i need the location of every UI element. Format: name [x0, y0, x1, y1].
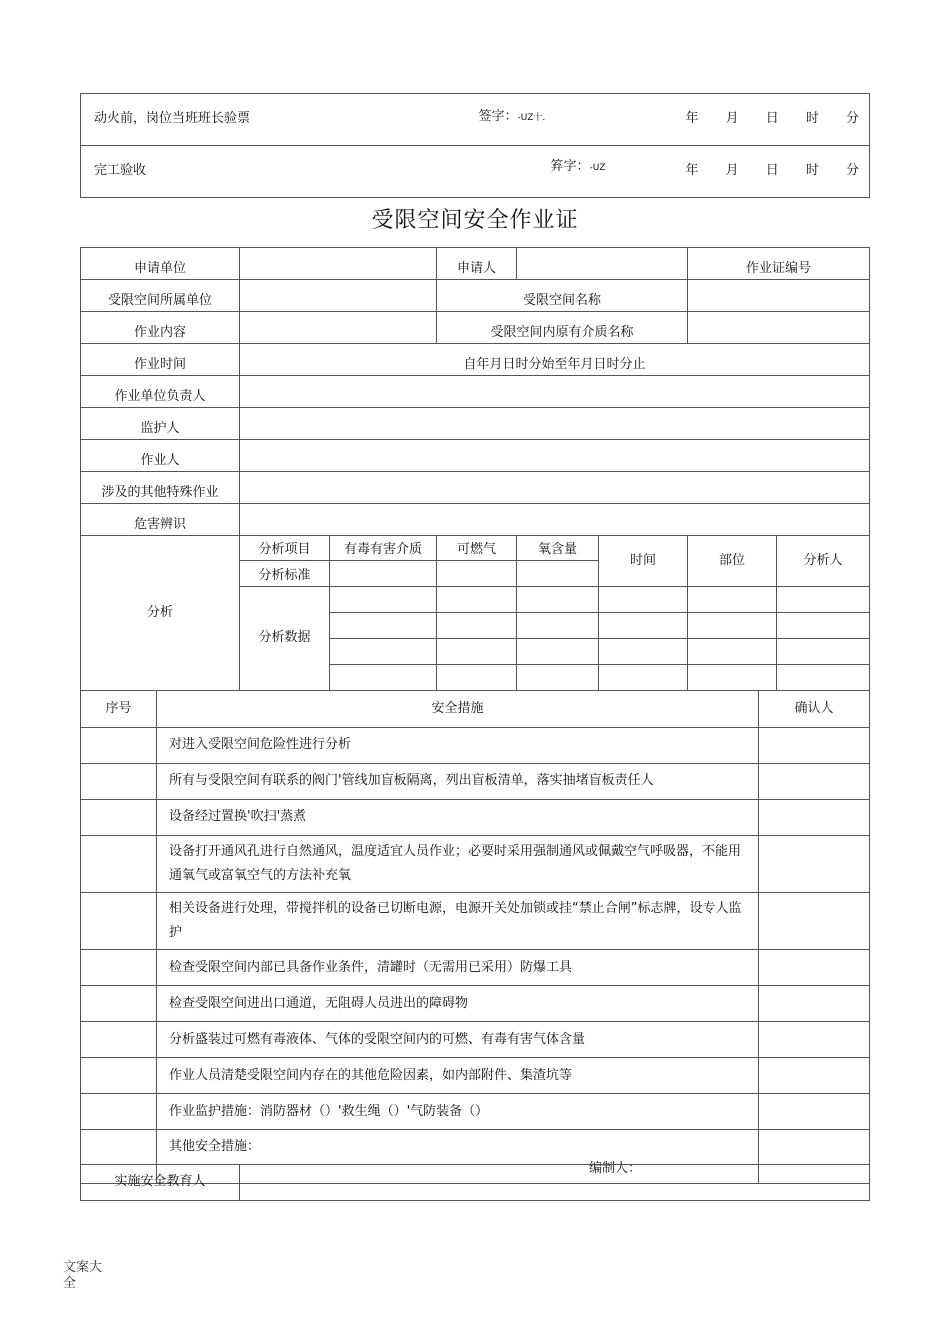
analysis-cell[interactable]: [330, 561, 437, 587]
date-fields: 年 月 日 时 分: [666, 94, 870, 146]
measure-item: 作业监护措施：消防器材（）'救生绳（）'气防装备（）: [157, 1094, 759, 1130]
guardian-label: 监护人: [81, 408, 240, 440]
combustible-header: 可燃气: [437, 536, 517, 561]
analysis-cell[interactable]: [777, 639, 870, 665]
analysis-cell[interactable]: [688, 665, 777, 691]
analysis-cell[interactable]: [777, 665, 870, 691]
seq-cell[interactable]: [81, 836, 157, 893]
analysis-cell[interactable]: [517, 665, 599, 691]
measure-item: 相关设备进行处理，带搅拌机的设备已切断电源，电源开关处加锁或挂“禁止合闸”标志牌，设专人监护: [157, 893, 759, 950]
educator-value[interactable]: [240, 1165, 870, 1201]
seq-cell[interactable]: [81, 764, 157, 800]
applicant-unit-label: 申请单位: [81, 248, 240, 280]
completion-label: 完工验收: [81, 146, 411, 198]
other-special-value[interactable]: [240, 472, 870, 504]
confirmer-cell[interactable]: [759, 893, 870, 950]
space-owner-value[interactable]: [240, 280, 437, 312]
analysis-cell[interactable]: [330, 639, 437, 665]
analyst-header: 分析人: [777, 536, 870, 587]
worker-value[interactable]: [240, 440, 870, 472]
other-special-label: 涉及的其他特殊作业: [81, 472, 240, 504]
analysis-cell[interactable]: [437, 665, 517, 691]
oxygen-header: 氧含量: [517, 536, 599, 561]
analysis-label: 分析: [81, 536, 240, 691]
space-name-label: 受限空间名称: [437, 280, 688, 312]
measure-item: 对进入受限空间危险性进行分析: [157, 728, 759, 764]
measures-header: 安全措施: [157, 691, 759, 728]
signature-label: 笲字：-UZ: [550, 159, 606, 174]
original-medium-label: 受限空间内原有介质名称: [437, 312, 688, 344]
analysis-cell[interactable]: [437, 639, 517, 665]
work-time-value[interactable]: 自年月日时分始至年月日时分止: [240, 344, 870, 376]
other-measures-label: 其他安全措施：: [169, 1139, 261, 1155]
space-name-value[interactable]: [688, 280, 870, 312]
measure-item: 作业人员清楚受限空间内存在的其他危险因素，如内部附件、集渣坑等: [157, 1058, 759, 1094]
unit-leader-label: 作业单位负责人: [81, 376, 240, 408]
seq-cell[interactable]: [81, 893, 157, 950]
analysis-cell[interactable]: [688, 639, 777, 665]
applicant-label: 申请人: [437, 248, 517, 280]
analysis-cell[interactable]: [599, 665, 688, 691]
analysis-cell[interactable]: [437, 561, 517, 587]
analysis-cell[interactable]: [517, 613, 599, 639]
space-owner-label: 受限空间所属单位: [81, 280, 240, 312]
confirmer-cell[interactable]: [759, 1094, 870, 1130]
measure-item: 所有与受限空间有联系的阀门'管线加盲板隔离，列出盲板清单，落实抽堵盲板责任人: [157, 764, 759, 800]
worker-label: 作业人: [81, 440, 240, 472]
work-content-value[interactable]: [240, 312, 437, 344]
analysis-cell[interactable]: [517, 587, 599, 613]
applicant-unit-value[interactable]: [240, 248, 437, 280]
analysis-cell[interactable]: [437, 613, 517, 639]
confirmer-cell[interactable]: [759, 1058, 870, 1094]
measure-item: 设备经过置换'吹扫'蒸煮: [157, 800, 759, 836]
permit-no-label: 作业证编号: [688, 248, 870, 280]
seq-cell[interactable]: [81, 1094, 157, 1130]
analysis-cell[interactable]: [330, 587, 437, 613]
page-title: 受限空间安全作业证: [371, 208, 579, 233]
work-time-label: 作业时间: [81, 344, 240, 376]
confirmer-cell[interactable]: [759, 764, 870, 800]
seq-header: 序号: [81, 691, 157, 728]
seq-cell[interactable]: [81, 1022, 157, 1058]
preheat-approval-label: 动火前，岗位当班班长验票: [81, 94, 411, 146]
analysis-cell[interactable]: [599, 639, 688, 665]
guardian-value[interactable]: [240, 408, 870, 440]
time-header: 时间: [599, 536, 688, 587]
hazard-label: 危害辨识: [81, 504, 240, 536]
confirmer-cell[interactable]: [759, 836, 870, 893]
seq-cell[interactable]: [81, 950, 157, 986]
analysis-cell[interactable]: [517, 561, 599, 587]
measure-item: 分析盛装过可燃有毒液体、气体的受限空间内的可燃、有毒有害气体含量: [157, 1022, 759, 1058]
confirmer-cell[interactable]: [759, 950, 870, 986]
hazard-value[interactable]: [240, 504, 870, 536]
analysis-cell[interactable]: [688, 613, 777, 639]
confirmer-cell[interactable]: [759, 986, 870, 1022]
measure-item: 设备打开通风孔进行自然通风，温度适宜人员作业；必要时采用强制通风或佩戴空气呼吸器，不能用通氧气或富氧空气的方法补充氧: [157, 836, 759, 893]
analysis-cell[interactable]: [599, 587, 688, 613]
location-header: 部位: [688, 536, 777, 587]
safety-measures-table: [80, 690, 870, 1184]
analysis-cell[interactable]: [330, 613, 437, 639]
applicant-value[interactable]: [517, 248, 688, 280]
educator-label: 实施安全教育人: [81, 1165, 240, 1201]
analysis-data-label: 分析数据: [240, 587, 330, 691]
education-table: [80, 1164, 870, 1201]
permit-info-table: [80, 247, 870, 691]
footer-text: 文案大全: [63, 1260, 103, 1291]
analysis-standard-label: 分析标准: [240, 561, 330, 587]
analysis-cell[interactable]: [599, 613, 688, 639]
analysis-cell[interactable]: [517, 639, 599, 665]
analysis-cell[interactable]: [777, 613, 870, 639]
editor-label: 编制人：: [588, 1161, 641, 1177]
work-content-label: 作业内容: [81, 312, 240, 344]
seq-cell[interactable]: [81, 1058, 157, 1094]
date-fields: 年 月 日 时 分: [666, 146, 870, 198]
analysis-cell[interactable]: [688, 587, 777, 613]
signature-label: 签字：-UZ十.: [478, 109, 546, 124]
measure-item: 检查受限空间内部已具备作业条件，清罐时（无需用已采用）防爆工具: [157, 950, 759, 986]
analysis-cell[interactable]: [777, 587, 870, 613]
analysis-cell[interactable]: [330, 665, 437, 691]
measure-item: 检查受限空间进出口通道，无阻碍人员进出的障碍物: [157, 986, 759, 1022]
signoff-table: [80, 93, 870, 198]
analysis-item-label: 分析项目: [240, 536, 330, 561]
confirmer-header: 确认人: [759, 691, 870, 728]
seq-cell[interactable]: [81, 986, 157, 1022]
toxic-header: 有毒有害介质: [330, 536, 437, 561]
confirmer-cell[interactable]: [759, 800, 870, 836]
original-medium-value[interactable]: [688, 312, 870, 344]
unit-leader-value[interactable]: [240, 376, 870, 408]
confirmer-cell[interactable]: [759, 1022, 870, 1058]
seq-cell[interactable]: [81, 800, 157, 836]
confirmer-cell[interactable]: [759, 728, 870, 764]
analysis-cell[interactable]: [437, 587, 517, 613]
seq-cell[interactable]: [81, 728, 157, 764]
